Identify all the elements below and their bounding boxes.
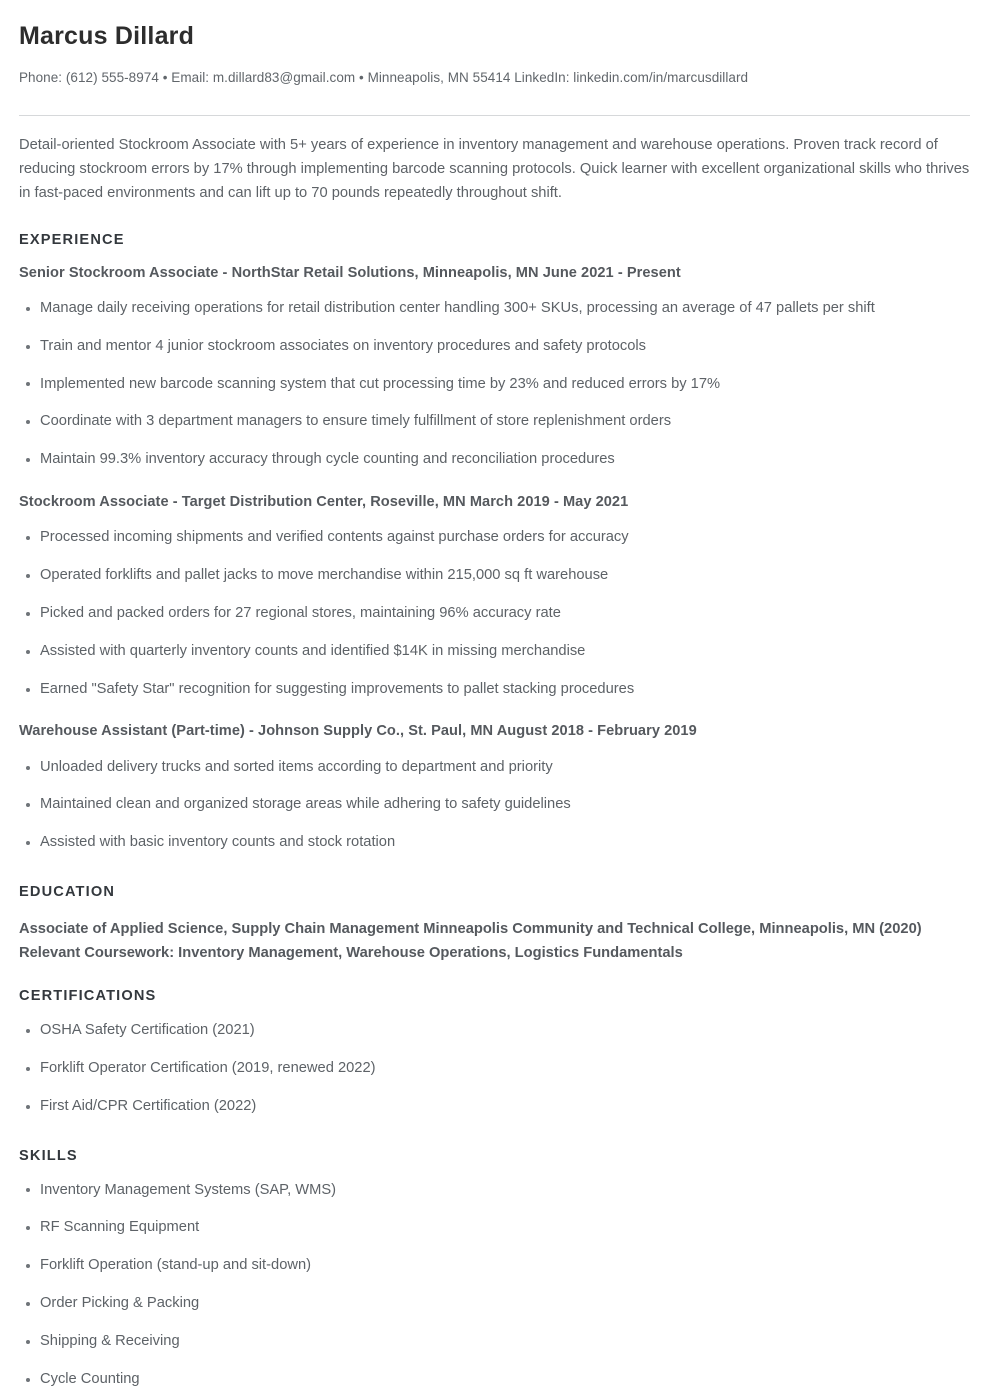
list-item: Train and mentor 4 junior stockroom associates on inventory procedures and safety protocols bbox=[19, 328, 970, 366]
list-item: Forklift Operator Certification (2019, renewed 2022) bbox=[19, 1050, 970, 1088]
job-title-line: Warehouse Assistant (Part-time) - Johnson Supply Co., St. Paul, MN August 2018 - February 2019 bbox=[19, 723, 697, 740]
list-item: Assisted with quarterly inventory counts and identified $14K in missing merchandise bbox=[19, 633, 970, 671]
list-item: Coordinate with 3 department managers to ensure timely fulfillment of store replenishment orders bbox=[19, 403, 970, 441]
list-item: Processed incoming shipments and verified contents against purchase orders for accuracy bbox=[19, 519, 970, 557]
section-heading-certifications: CERTIFICATIONS bbox=[19, 988, 157, 1005]
job-bullet-list bbox=[19, 743, 970, 863]
list-item: Unloaded delivery trucks and sorted items according to department and priority bbox=[19, 749, 970, 787]
list-item: Maintain 99.3% inventory accuracy through cycle counting and reconciliation procedures bbox=[19, 441, 970, 479]
experience-entry bbox=[19, 250, 970, 479]
certifications-list bbox=[19, 1006, 970, 1126]
section-heading-experience: EXPERIENCE bbox=[19, 231, 125, 248]
list-item: First Aid/CPR Certification (2022) bbox=[19, 1088, 970, 1126]
page-title: Marcus Dillard bbox=[19, 22, 195, 50]
list-item: Implemented new barcode scanning system that cut processing time by 23% and reduced errors by 17% bbox=[19, 366, 970, 404]
list-item: Assisted with basic inventory counts and stock rotation bbox=[19, 824, 970, 862]
list-item: Manage daily receiving operations for retail distribution center handling 300+ SKUs, processing an average of 47 pallets per shift bbox=[19, 290, 970, 328]
job-bullet-list bbox=[19, 513, 970, 708]
list-item: Earned "Safety Star" recognition for suggesting improvements to pallet stacking procedures bbox=[19, 671, 970, 709]
job-title-line: Senior Stockroom Associate - NorthStar Retail Solutions, Minneapolis, MN June 2021 - Present bbox=[19, 264, 681, 281]
job-title-line: Stockroom Associate - Target Distribution Center, Roseville, MN March 2019 - May 2021 bbox=[19, 494, 629, 511]
list-item: Inventory Management Systems (SAP, WMS) bbox=[19, 1172, 970, 1210]
professional-summary: Detail-oriented Stockroom Associate with 5+ years of experience in inventory management and warehouse operations. Proven track record of reducing stockroom errors by 17% through implementing barcode scanning protocols. Quick learner with excellent organizational skills who thrives in fast-paced environments and can lift up to 70 pounds repeatedly throughout shift. bbox=[19, 136, 970, 201]
list-item: Picked and packed orders for 27 regional stores, maintaining 96% accuracy rate bbox=[19, 595, 970, 633]
experience-entry bbox=[19, 479, 970, 708]
section-heading-skills: SKILLS bbox=[19, 1147, 78, 1164]
contact-info-line: Phone: (612) 555-8974 • Email: m.dillard83@gmail.com • Minneapolis, MN 55414 LinkedIn: linkedin.com/in/marcusdillard bbox=[19, 70, 749, 86]
list-item: Order Picking & Packing bbox=[19, 1285, 970, 1323]
list-item: Operated forklifts and pallet jacks to move merchandise within 215,000 sq ft warehouse bbox=[19, 557, 970, 595]
list-item: Forklift Operation (stand-up and sit-down) bbox=[19, 1247, 970, 1285]
job-bullet-list bbox=[19, 284, 970, 479]
experience-entry bbox=[19, 708, 970, 862]
list-item: Shipping & Receiving bbox=[19, 1323, 970, 1361]
list-item: Cycle Counting bbox=[19, 1361, 970, 1399]
list-item: RF Scanning Equipment bbox=[19, 1209, 970, 1247]
skills-list bbox=[19, 1166, 970, 1399]
section-heading-education: EDUCATION bbox=[19, 884, 116, 901]
list-item: Maintained clean and organized storage areas while adhering to safety guidelines bbox=[19, 786, 970, 824]
education-details: Associate of Applied Science, Supply Chain Management Minneapolis Community and Technical College, Minneapolis, MN (2020) Relevant Coursework: Inventory Management, Warehouse Operations, Logistics Fundamentals bbox=[19, 921, 922, 962]
education-entry bbox=[19, 902, 970, 966]
list-item: OSHA Safety Certification (2021) bbox=[19, 1012, 970, 1050]
